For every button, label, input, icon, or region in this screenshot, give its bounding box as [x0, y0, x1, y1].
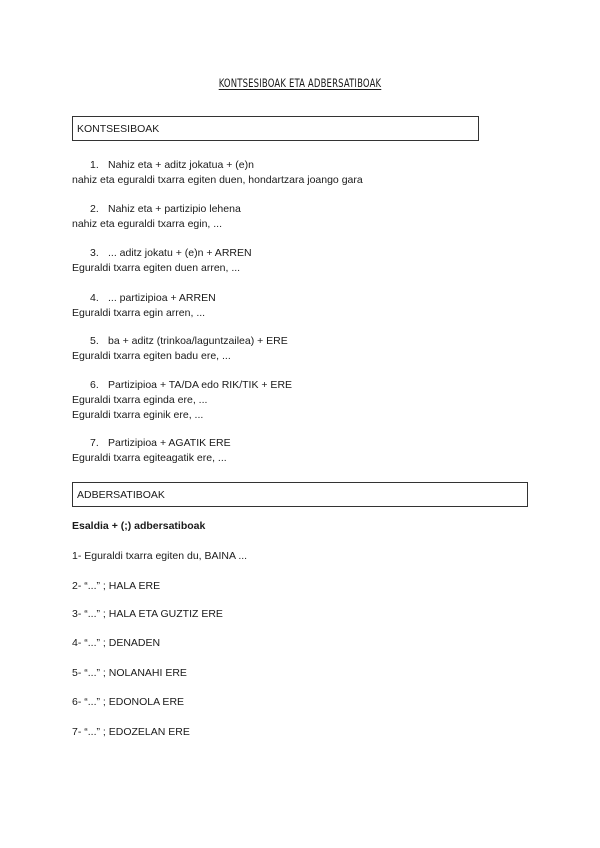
item-number: 5.: [90, 335, 99, 347]
list-item: 6- “...” ; EDONOLA ERE: [72, 696, 185, 708]
item-example: nahiz eta eguraldi txarra egin, ...: [72, 218, 223, 230]
item-example: Eguraldi txarra egiten badu ere, ...: [72, 350, 231, 362]
item-example: nahiz eta eguraldi txarra egiten duen, hondartzara joango gara: [72, 174, 363, 186]
item-rule: Nahiz eta + partizipio lehena: [108, 203, 241, 215]
list-item: [72, 158, 363, 188]
item-number: 6.: [90, 379, 99, 391]
list-item: 2- “...” ; HALA ERE: [72, 580, 161, 592]
item-rule: ba + aditz (trinkoa/laguntzailea) + ERE: [108, 335, 288, 347]
item-example: Eguraldi txarra egin arren, ...: [72, 307, 206, 319]
item-number: 4.: [90, 292, 99, 304]
item-rule: ... partizipioa + ARREN: [108, 292, 216, 304]
list-item: [72, 378, 292, 423]
item-example: Eguraldi txarra eginik ere, ...: [72, 409, 204, 421]
list-item: 5- “...” ; NOLANAHI ERE: [72, 667, 187, 679]
list-item: 3- “...” ; HALA ETA GUZTIZ ERE: [72, 608, 223, 620]
section-box-kontsesiboak: [72, 116, 479, 141]
list-item: 1- Eguraldi txarra egiten du, BAINA ...: [72, 550, 248, 562]
item-rule: Nahiz eta + aditz jokatua + (e)n: [108, 159, 254, 171]
page-title: KONTSESIBOAK ETA ADBERSATIBOAK: [218, 76, 382, 90]
item-rule: Partizipioa + TA/DA edo RIK/TIK + ERE: [108, 379, 293, 391]
item-number: 1.: [90, 159, 99, 171]
section-heading-kontsesiboak: KONTSESIBOAK: [77, 122, 160, 135]
subheading: Esaldia + (;) adbersatiboak: [72, 520, 206, 532]
list-item: 7- “...” ; EDOZELAN ERE: [72, 726, 190, 738]
item-number: 2.: [90, 203, 99, 215]
list-item: [72, 291, 216, 321]
item-example: Eguraldi txarra egiteagatik ere, ...: [72, 452, 227, 464]
section-heading-adbersatiboak: ADBERSATIBOAK: [77, 488, 165, 501]
list-item: [72, 246, 252, 276]
list-item: [72, 202, 241, 232]
item-example: Eguraldi txarra egiten duen arren, ...: [72, 262, 241, 274]
item-example: Eguraldi txarra eginda ere, ...: [72, 394, 208, 406]
section-box-adbersatiboak: [72, 482, 528, 507]
list-item: [72, 334, 288, 364]
item-rule: ... aditz jokatu + (e)n + ARREN: [108, 247, 252, 259]
list-item: 4- “...” ; DENADEN: [72, 637, 161, 649]
list-item: [72, 436, 231, 466]
item-number: 7.: [90, 437, 99, 449]
item-rule: Partizipioa + AGATIK ERE: [108, 437, 231, 449]
item-number: 3.: [90, 247, 99, 259]
